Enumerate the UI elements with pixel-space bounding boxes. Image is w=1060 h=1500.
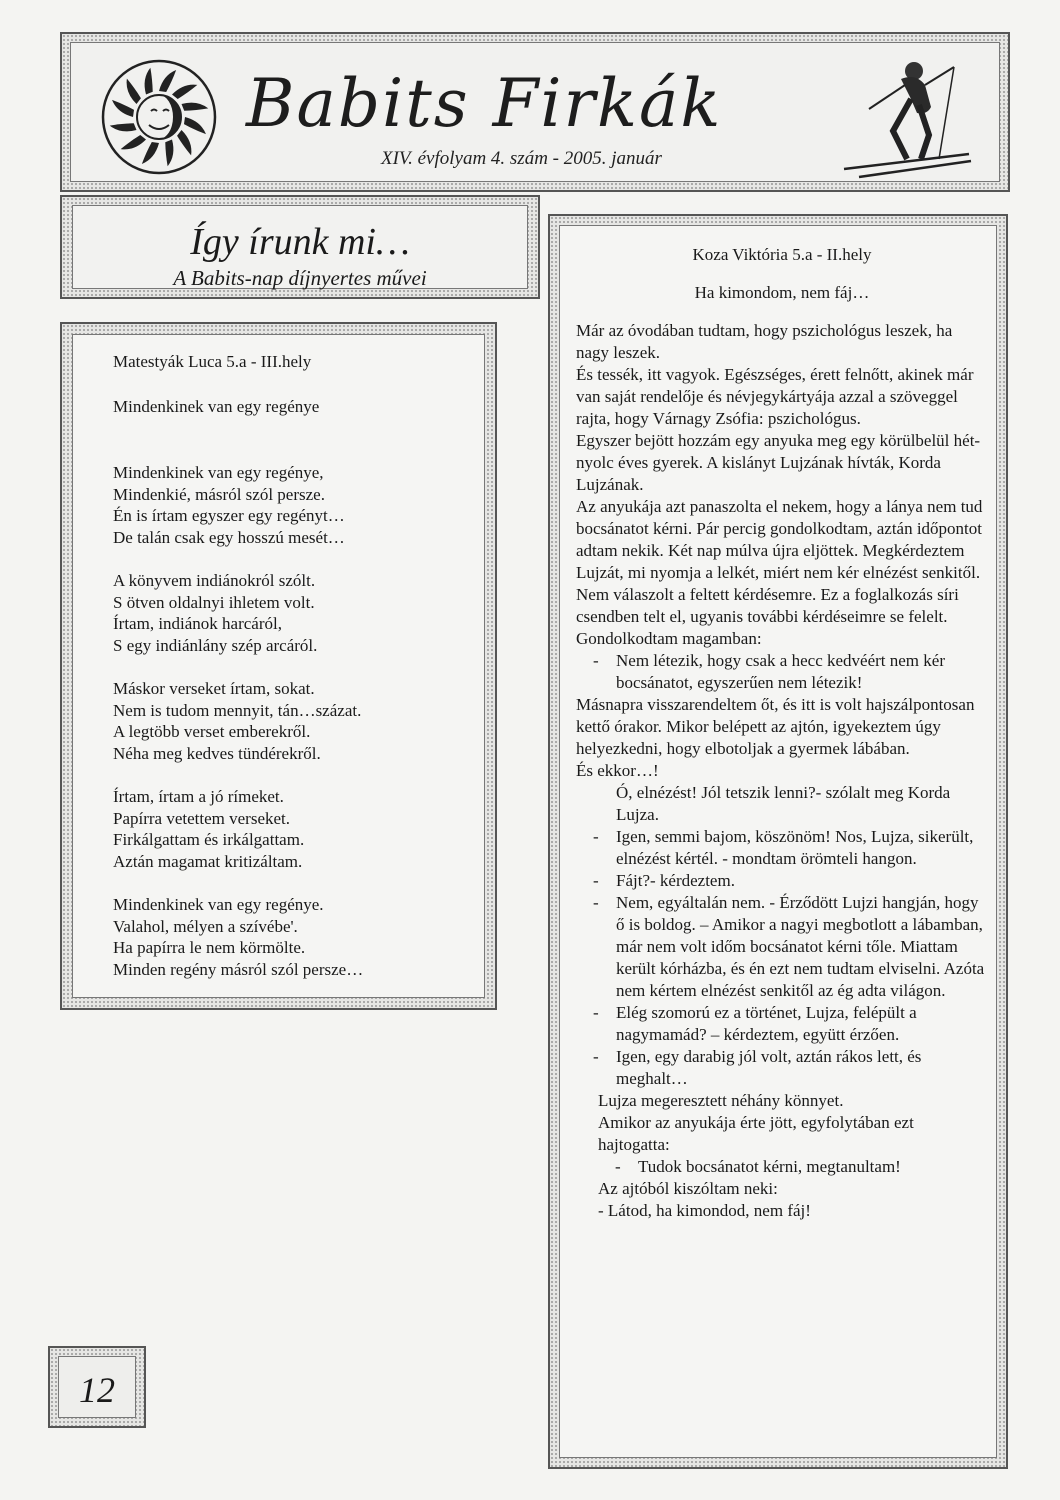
dialogue-line: - Elég szomorú ez a történet, Lujza, felépült a nagymamád? – kérdeztem, együtt érzően. bbox=[593, 1003, 917, 1044]
poem-line: Firkálgattam és irkálgattam. bbox=[113, 830, 305, 849]
poem-line: Írtam, indiánok harcáról, bbox=[113, 614, 282, 633]
section-subtitle: A Babits-nap díjnyertes művei bbox=[173, 266, 427, 290]
poem-stanza bbox=[113, 570, 474, 656]
story-paragraph: Az anyukája azt panaszolta el nekem, hogy a lánya nem tud bocsánatot kérni. Pár percig gondolkodtam, aztán időpontot adtam nekik. Két nap múlva újra eljöttek. Megkérdeztem Lujzát, mi nyomja a lelkét, miért nem kér elnézést senkitől. Nem válaszolt a feltett kérdésemre. Ez a foglalkozás síri csendben telt el, ugyanis további kérdéseimre se felelt. bbox=[576, 497, 983, 626]
poem-line: Mindenkinek van egy regénye, bbox=[113, 463, 324, 482]
poem-line: Ha papírra le nem körmölte. bbox=[113, 938, 306, 957]
poem bbox=[113, 351, 474, 998]
poem-line: Aztán magamat kritizáltam. bbox=[113, 851, 303, 871]
poem-title: Mindenkinek van egy regénye bbox=[113, 396, 320, 416]
poem-box bbox=[60, 322, 497, 1010]
dialogue-line: - Nem, egyáltalán nem. - Érződött Lujzi hangján, hogy ő is boldog. – Amikor a nagyi megbotlott a lábamban, már nem volt időm bocsánatot kérni tőle. Miattam került kórházba, és én ezt nem tudtam elviselni. Azóta nem kértem elnézést senkitől az ég adta világon. bbox=[593, 893, 985, 1000]
story-paragraph: És tessék, itt vagyok. Egészséges, érett felnőtt, akinek már van saját rendelője és névjegykártyája azzal a szöveggel rajta, hogy Várnagy Zsófia: pszichológus. bbox=[576, 365, 974, 428]
story-paragraph: És ekkor…! bbox=[576, 761, 659, 780]
poem-stanza bbox=[113, 894, 474, 980]
poem-line: Valahol, mélyen a szívébe'. bbox=[113, 916, 298, 936]
poem-line: Néha meg kedves tündérekről. bbox=[113, 743, 321, 763]
sun-icon bbox=[99, 57, 219, 177]
story-paragraph: Lujza megeresztett néhány könnyet. bbox=[598, 1091, 844, 1110]
story-paragraph: Gondolkodtam magamban: bbox=[576, 629, 762, 648]
story-closing bbox=[576, 1090, 988, 1156]
page-number-box bbox=[48, 1346, 146, 1428]
poem-line: Máskor verseket írtam, sokat. bbox=[113, 679, 315, 698]
story-paragraph: Már az óvodában tudtam, hogy pszichológus leszek, ha nagy leszek. bbox=[576, 321, 953, 362]
poem-line: S egy indiánlány szép arcáról. bbox=[113, 635, 318, 655]
story-title: Ha kimondom, nem fáj… bbox=[694, 283, 870, 302]
poem-stanza bbox=[113, 462, 474, 548]
poem-line: A legtöbb verset emberekről. bbox=[113, 722, 311, 741]
masthead-title: Babits Firkák bbox=[246, 65, 723, 142]
dialogue-line: - Fájt?- kérdeztem. bbox=[593, 871, 735, 890]
story-paragraph: Amikor az anyukája érte jött, egyfolytában ezt hajtogatta: bbox=[598, 1113, 914, 1154]
story-closing-2: Az ajtóból kiszóltam neki: bbox=[598, 1179, 778, 1198]
poem-line: Mindenkié, másról szól persze. bbox=[113, 484, 325, 504]
poem-stanzas bbox=[113, 462, 474, 980]
poem-line: A könyvem indiánokról szólt. bbox=[113, 571, 316, 590]
section-banner bbox=[60, 195, 540, 299]
dialogue-line: - Igen, semmi bajom, köszönöm! Nos, Lujza, sikerült, elnézést kértél. - mondtam örömteli hangon. bbox=[593, 827, 974, 868]
poem-stanza bbox=[113, 786, 474, 872]
poem-line: S ötven oldalnyi ihletem volt. bbox=[113, 592, 315, 612]
story-box bbox=[548, 214, 1008, 1469]
masthead-panel bbox=[70, 42, 1000, 182]
skier-icon bbox=[839, 49, 974, 184]
masthead bbox=[60, 32, 1010, 192]
story-dash-line-2: - Tudok bocsánatot kérni, megtanultam! bbox=[615, 1157, 901, 1176]
story-author: Koza Viktória 5.a - II.hely bbox=[692, 245, 872, 264]
story-paragraphs bbox=[576, 320, 988, 650]
story-panel bbox=[559, 225, 997, 1458]
poem-author: Matestyák Luca 5.a - III.hely bbox=[113, 352, 312, 371]
story-final-line: - Látod, ha kimondod, nem fáj! bbox=[598, 1201, 811, 1220]
page-number-panel bbox=[58, 1356, 136, 1418]
story bbox=[576, 244, 988, 1222]
story-paragraph: Másnapra visszarendeltem őt, és itt is volt hajszálpontosan kettő órakor. Mikor belépett az ajtón, igyekeztem úgy helyezkedni, hogy elbotoljak a gyermek lábában. bbox=[576, 695, 975, 758]
poem-line: Nem is tudom mennyit, tán…százat. bbox=[113, 700, 362, 720]
page-number: 12 bbox=[79, 1370, 115, 1410]
poem-panel bbox=[72, 334, 485, 998]
poem-stanza bbox=[113, 678, 474, 764]
story-paragraph: Egyszer bejött hozzám egy anyuka meg egy körülbelül hét-nyolc éves gyerek. A kislányt Lujzának hívták, Korda Lujzának. bbox=[576, 431, 981, 494]
dialogue-line: - Igen, egy darabig jól volt, aztán rákos lett, és meghalt… bbox=[593, 1047, 922, 1088]
story-dialogue bbox=[576, 782, 988, 1090]
poem-line: Mindenkinek van egy regénye. bbox=[113, 895, 324, 914]
section-banner-panel bbox=[72, 205, 528, 289]
poem-line: Minden regény másról szól persze… bbox=[113, 959, 364, 979]
poem-line: Írtam, írtam a jó rímeket. bbox=[113, 787, 284, 806]
poem-line: Papírra vetettem verseket. bbox=[113, 808, 291, 828]
masthead-issue: XIV. évfolyam 4. szám - 2005. január bbox=[381, 148, 662, 169]
poem-line: Én is írtam egyszer egy regényt… bbox=[113, 506, 345, 525]
section-title: Így írunk mi… bbox=[190, 221, 410, 263]
dialogue-line: Ó, elnézést! Jól tetszik lenni?- szólalt meg Korda Lujza. bbox=[616, 783, 951, 824]
story-paragraphs-2 bbox=[576, 694, 988, 782]
poem-line: De talán csak egy hosszú mesét… bbox=[113, 527, 345, 547]
story-dash-line: - Nem létezik, hogy csak a hecc kedvéért nem kér bocsánatot, egyszerűen nem létezik! bbox=[593, 651, 945, 692]
